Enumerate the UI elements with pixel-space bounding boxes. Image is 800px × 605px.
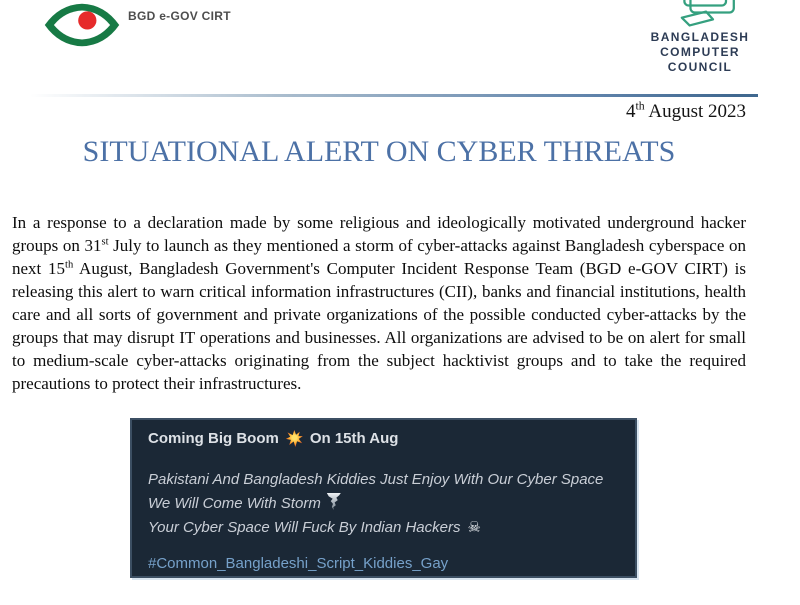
threat-header-suffix: On 15th Aug xyxy=(309,430,399,447)
alert-body-paragraph xyxy=(12,211,746,395)
threat-line-2 xyxy=(148,492,619,516)
page-title: SITUATIONAL ALERT ON CYBER THREATS xyxy=(82,135,676,168)
threat-line-3 xyxy=(148,516,619,540)
bcc-name-line1: BANGLADESH xyxy=(650,30,750,44)
bcc-name-line3: COUNCIL xyxy=(667,60,733,74)
date-day: 4 xyxy=(625,101,636,122)
tornado-emoji-icon xyxy=(327,493,341,510)
document-date xyxy=(12,101,746,123)
bgd-egov-cirt-logo xyxy=(44,1,120,54)
body-sup-st: st xyxy=(101,236,109,248)
date-ordinal-suffix: th xyxy=(635,99,645,113)
bcc-logo xyxy=(642,0,758,75)
threat-message-screenshot xyxy=(130,418,637,578)
threat-line-1: Pakistani And Bangladesh Kiddies Just Enjoy With Our Cyber Space xyxy=(148,471,604,488)
bcc-monitors-icon xyxy=(642,0,758,27)
threat-message-body xyxy=(148,468,619,540)
body-sup-th: th xyxy=(65,259,74,271)
threat-message-header xyxy=(148,430,619,447)
body-part-1: In a response to a declaration made by some religious and ideologically motivated underground hacker groups on 31 xyxy=(12,213,746,255)
date-rest: August 2023 xyxy=(644,101,746,122)
header-divider xyxy=(30,94,758,97)
threat-header-prefix: Coming Big Boom xyxy=(148,430,279,447)
skull-crossbones-emoji-icon: ☠ xyxy=(467,519,481,536)
body-part-2: July to launch as they mentioned a storm of cyber-attacks against Bangladesh cyberspace on next 15 xyxy=(12,236,746,278)
cirt-logo-label: BGD e-GOV CIRT xyxy=(128,9,231,23)
threat-line-3-text: Your Cyber Space Will Fuck By Indian Hackers xyxy=(148,519,461,536)
bcc-name-line2: COMPUTER xyxy=(660,45,740,59)
eye-icon xyxy=(44,1,120,49)
body-part-3: August, Bangladesh Government's Computer Incident Response Team (BGD e-GOV CIRT) is releasing this alert to warn critical information infrastructures (CII), banks and financial institutions, health care and all sorts of government and private organizations of the possible conducted cyber-attacks by the groups that may disrupt IT operations and businesses. All organizations are advised to be on alert for small to medium-scale cyber-attacks originating from the subject hacktivist groups and to take the required precautions to protect their infrastructures. xyxy=(12,259,746,393)
threat-hashtag: #Common_Bangladeshi_Script_Kiddies_Gay xyxy=(148,555,449,572)
explosion-emoji-icon xyxy=(286,430,303,447)
threat-line-2-text: We Will Come With Storm xyxy=(148,495,321,512)
